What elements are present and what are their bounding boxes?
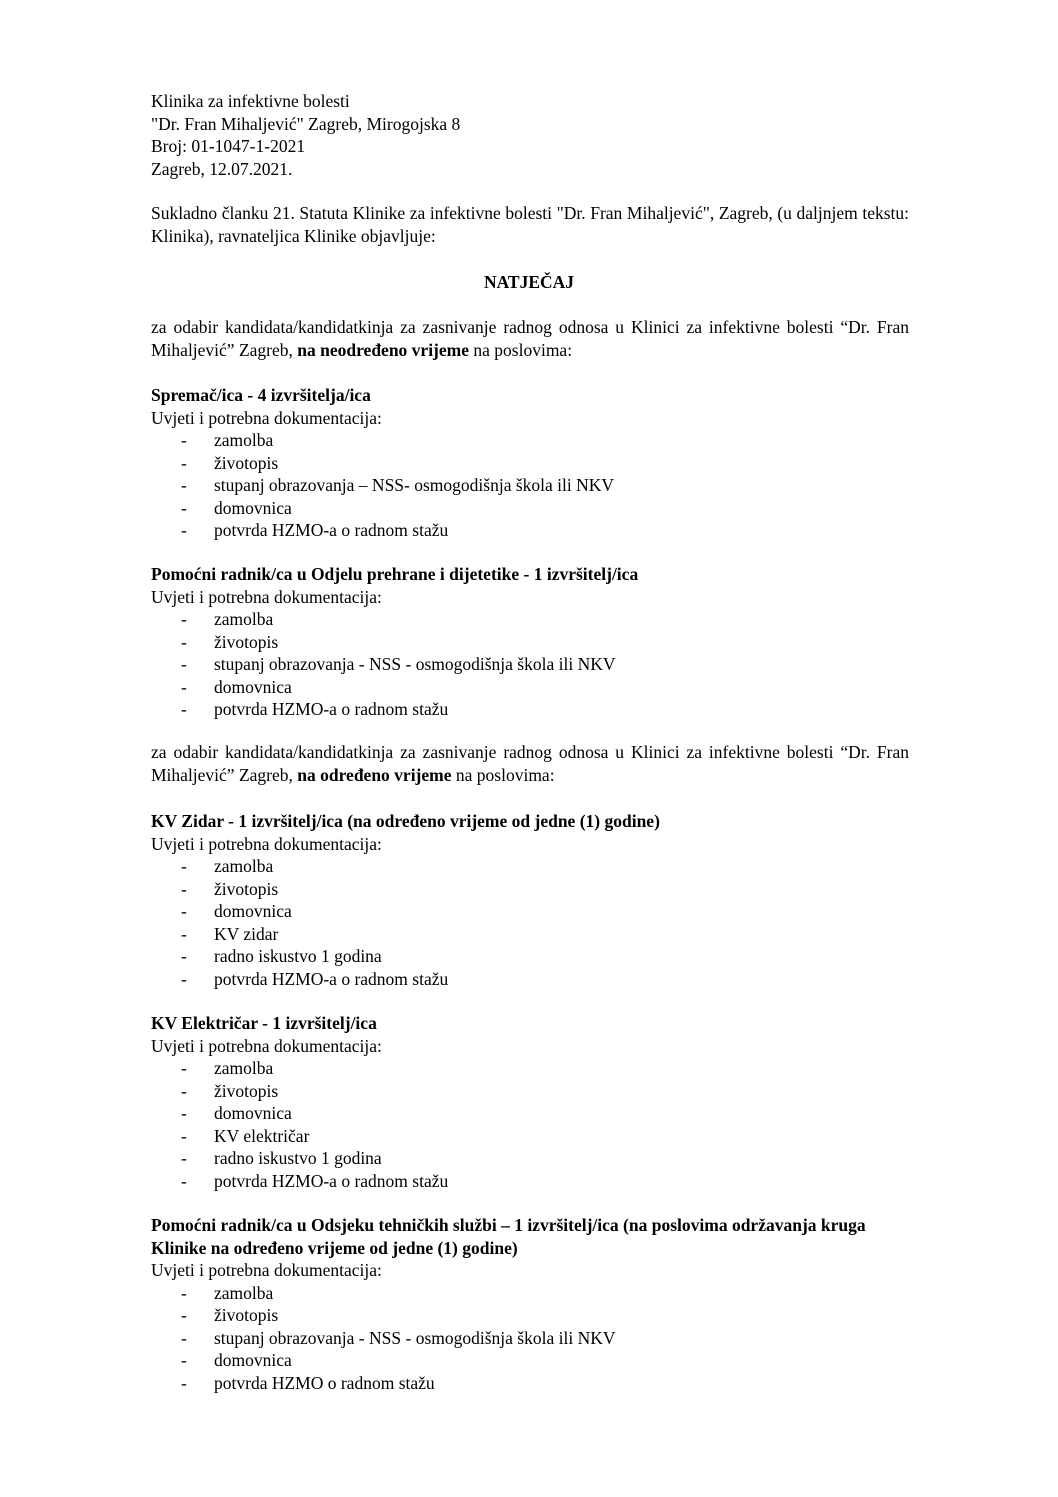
list-item (151, 429, 911, 452)
list-item (151, 1372, 911, 1395)
list-dash: - (181, 631, 187, 652)
position-section-mason (151, 810, 911, 990)
position-section-kitchen-helper (151, 563, 911, 721)
paragraph-text: za odabir kandidata/kandidatkinja za zasnivanje radnog odnosa u Klinici za infektivne bolesti “Dr. Fran Mihaljević” Zagreb, (151, 742, 909, 785)
list-dash: - (181, 1282, 187, 1303)
requirements-list (151, 855, 911, 990)
requirements-heading: Uvjeti i potrebna dokumentacija: (151, 1035, 382, 1056)
list-dash: - (181, 946, 187, 966)
list-dash: - (181, 1125, 187, 1146)
list-item-text: potvrda HZMO-a o radnom stažu (214, 699, 449, 719)
list-item-text: zamolba (214, 1282, 274, 1303)
list-item (151, 474, 911, 497)
document-title: NATJEČAJ (483, 272, 575, 292)
list-item-text: zamolba (214, 856, 274, 876)
list-dash: - (181, 452, 187, 473)
list-dash: - (181, 609, 187, 629)
list-item-text: domovnica (214, 497, 292, 518)
position-title: Pomoćni radnik/ca u Odsjeku tehničkih službi – 1 izvršitelj/ica (na poslovima održavanja kruga Klinike na određeno vrijeme od jedne (1) godine) (151, 1215, 866, 1258)
list-item (151, 900, 911, 923)
intro-paragraph: Sukladno članku 21. Statuta Klinike za infektivne bolesti "Dr. Fran Mihaljević", Zagreb, (u daljnjem tekstu: Klinika), ravnateljica Klinike objavljuje: (151, 203, 909, 246)
list-dash: - (181, 923, 187, 944)
list-item (151, 968, 911, 991)
list-dash: - (181, 520, 187, 540)
requirements-list (151, 608, 911, 721)
list-dash: - (181, 878, 187, 899)
list-item-text: domovnica (214, 1350, 292, 1370)
list-item (151, 497, 911, 520)
list-item-text: radno iskustvo 1 godina (214, 946, 382, 966)
paragraph-tail: na poslovima: (469, 339, 573, 360)
list-item (151, 631, 911, 654)
paragraph-emphasis: na određeno vrijeme (297, 764, 452, 785)
list-item-text: zamolba (214, 1058, 274, 1078)
list-item (151, 1282, 911, 1305)
list-dash: - (181, 430, 187, 450)
paragraph-tail: na poslovima: (451, 764, 555, 785)
requirements-heading: Uvjeti i potrebna dokumentacija: (151, 1260, 382, 1280)
list-item (151, 1147, 911, 1170)
document-number: Broj: 01-1047-1-2021 (151, 136, 306, 156)
list-dash: - (181, 1148, 187, 1168)
list-item-text: potvrda HZMO-a o radnom stažu (214, 520, 449, 540)
list-item (151, 452, 911, 475)
list-item-text: životopis (214, 1080, 279, 1101)
position-title: KV Zidar - 1 izvršitelj/ica (na određeno vrijeme od jedne (1) godine) (151, 811, 660, 831)
list-item-text: životopis (214, 631, 279, 652)
position-title: KV Električar - 1 izvršitelj/ica (151, 1013, 377, 1033)
list-item-text: domovnica (214, 1103, 292, 1123)
position-section-electrician (151, 1012, 911, 1192)
list-item (151, 608, 911, 631)
paragraph-text: za odabir kandidata/kandidatkinja za zasnivanje radnog odnosa u Klinici za infektivne bolesti “Dr. Fran Mihaljević” Zagreb, (151, 317, 909, 360)
list-dash: - (181, 1170, 187, 1191)
list-dash: - (181, 901, 187, 921)
list-item-text: životopis (214, 452, 279, 473)
list-item-text: potvrda HZMO-a o radnom stažu (214, 1170, 449, 1191)
list-item (151, 676, 911, 699)
list-dash: - (181, 475, 187, 495)
list-dash: - (181, 856, 187, 876)
list-item (151, 1349, 911, 1372)
list-item-text: zamolba (214, 609, 274, 629)
list-item-text: domovnica (214, 676, 292, 697)
list-item (151, 1170, 911, 1193)
list-dash: - (181, 968, 187, 989)
list-dash: - (181, 497, 187, 518)
fixed-term-employment-paragraph (151, 741, 909, 786)
list-item-text: stupanj obrazovanja - NSS - osmogodišnja škola ili NKV (214, 1327, 616, 1348)
list-item (151, 1102, 911, 1125)
list-item (151, 698, 911, 721)
list-item-text: zamolba (214, 430, 274, 450)
list-dash: - (181, 1305, 187, 1325)
list-item (151, 1080, 911, 1103)
list-item (151, 653, 911, 676)
list-item-text: radno iskustvo 1 godina (214, 1148, 382, 1168)
list-item-text: životopis (214, 878, 279, 899)
paragraph-emphasis: na neodređeno vrijeme (297, 339, 470, 360)
requirements-heading: Uvjeti i potrebna dokumentacija: (151, 833, 382, 854)
requirements-heading: Uvjeti i potrebna dokumentacija: (151, 407, 382, 428)
list-item (151, 1125, 911, 1148)
position-section-technical-helper (151, 1214, 911, 1394)
list-dash: - (181, 1080, 187, 1101)
institution-name: Klinika za infektivne bolesti (151, 91, 350, 111)
list-item-text: KV zidar (214, 923, 279, 944)
list-item-text: potvrda HZMO-a o radnom stažu (214, 968, 449, 989)
list-item-text: KV električar (214, 1125, 310, 1146)
list-dash: - (181, 676, 187, 697)
list-dash: - (181, 1103, 187, 1123)
document-date: Zagreb, 12.07.2021. (151, 158, 293, 179)
list-item (151, 519, 911, 542)
list-item (151, 855, 911, 878)
list-item (151, 1057, 911, 1080)
list-item (151, 1327, 911, 1350)
position-title: Pomoćni radnik/ca u Odjelu prehrane i dijetetike - 1 izvršitelj/ica (151, 564, 639, 584)
list-item (151, 945, 911, 968)
institution-address: "Dr. Fran Mihaljević" Zagreb, Mirogojska 8 (151, 113, 461, 134)
list-item (151, 1304, 911, 1327)
document-header (151, 90, 460, 180)
requirements-list (151, 1282, 911, 1395)
list-item-text: stupanj obrazovanja – NSS- osmogodišnja škola ili NKV (214, 475, 615, 495)
position-section-cleaner (151, 384, 911, 542)
list-dash: - (181, 654, 187, 674)
list-item-text: potvrda HZMO o radnom stažu (214, 1372, 435, 1393)
list-dash: - (181, 699, 187, 719)
permanent-employment-paragraph (151, 316, 909, 361)
list-item-text: domovnica (214, 901, 292, 921)
list-dash: - (181, 1372, 187, 1393)
list-item (151, 923, 911, 946)
list-item (151, 878, 911, 901)
list-dash: - (181, 1058, 187, 1078)
requirements-heading: Uvjeti i potrebna dokumentacija: (151, 586, 382, 607)
position-title: Spremač/ica - 4 izvršitelja/ica (151, 385, 371, 405)
requirements-list (151, 1057, 911, 1192)
list-dash: - (181, 1327, 187, 1348)
list-item-text: stupanj obrazovanja - NSS - osmogodišnja škola ili NKV (214, 654, 616, 674)
list-dash: - (181, 1350, 187, 1370)
list-item-text: životopis (214, 1305, 279, 1325)
requirements-list (151, 429, 911, 542)
